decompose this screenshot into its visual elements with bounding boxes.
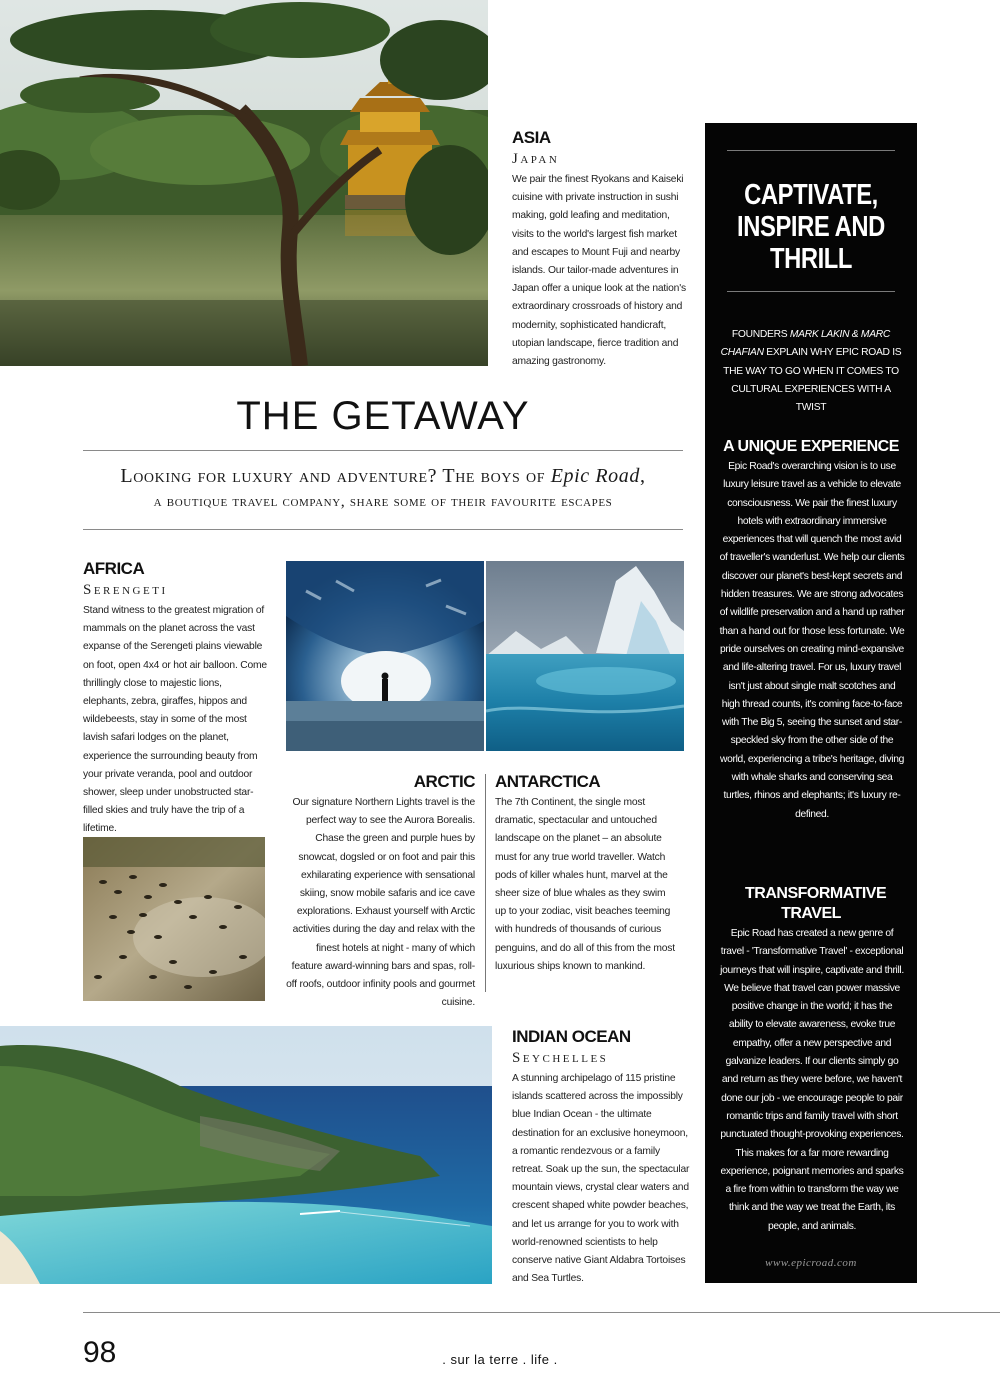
japan-golden-pavilion-photo: [0, 0, 488, 366]
sidebar-section2-text: Epic Road has created a new genre of travel - 'Transformative Travel' - exceptional journeys that will inspire, captivate and thrill. We believe that travel can power massive positive change in the world; it has the ability to elevate awareness, evoke true empathy, offer a new perspective and galvanize leaders. If our clients simply go and return as they were before, we haven't done our job - we encourage people to pair romantic trips and family travel with short punctuated thought-provoking experiences. This makes for a far more rewarding experience, poignant memories and sparks a fire from within to transform the way we think and the way we treat the Earth, its people, and animals.: [720, 928, 904, 1232]
subtitle-line-2: a boutique travel company, share some of their favourite escapes: [153, 493, 613, 510]
arctic-antarctica-divider: [485, 774, 486, 992]
title-rule-top: [83, 450, 683, 451]
antarctica-section: [495, 772, 675, 976]
serengeti-place-label: Serengeti: [83, 582, 168, 598]
asia-section: [512, 128, 690, 371]
sidebar-headline: CAPTIVATE, INSPIRE AND THRILL: [737, 179, 885, 275]
sidebar-section1-text: Epic Road's overarching vision is to use luxury leisure travel as a vehicle to elevate consciousness. We pair the finest luxury hotels with extraordinary immersive experiences that will quench the most avid of traveller's wanderlust. We help our clients discover our planet's best-kept secrets and hidden treasures. We are strong advocates of wildlife preservation and a hand up rather than a hand out for those less fortunate. We pride ourselves on creating mind-expansive and life-altering travel. For us, luxury travel isn't just about single malt scotches and high thread counts, it's coming face-to-face with The Big 5, seeing the sunset and star-speckled sky from the other side of the world, experiencing a tribe's heritage, diving with whale sharks and conserving sea turtles, rhinos and elephants; it's luxury re-defined.: [719, 461, 905, 820]
japan-place-label: Japan: [512, 151, 560, 167]
indian-ocean-section: [512, 1027, 690, 1288]
title-rule-bottom: [83, 529, 683, 530]
antarctica-body-text: The 7th Continent, the single most dramatic, spectacular and untouched landscape on the planet – an absolute must for any true world traveller. Watch pods of killer whales hunt, marvel at the sheer size of blue whales as they swim up to your zodiac, visit beaches teeming with hundreds of thousands of curious penguins, and do all of this from the most luxurious ships known to mankind.: [495, 797, 675, 972]
sidebar-intro: [719, 326, 903, 417]
arctic-section: [286, 772, 475, 1012]
subtitle-text-a: Looking for luxury and adventure? The boys of: [120, 465, 551, 487]
asia-region-label: ASIA: [512, 128, 551, 147]
arctic-body-text: Our signature Northern Lights travel is the perfect way to see the Aurora Borealis. Chase the green and purple hues by snowcat, dogsled or on foot and pair this exhilarating experience with sensational skiing, snow mobile safaris and ice cave explorations. Exhaust yourself with Arctic activities during the day and relax with the finest hotels at night - many of which feature award-winning bars and spas, roll-off roofs, outdoor infinity pools and gourmet cuisine.: [286, 797, 475, 1009]
sidebar-rule-bottom: [727, 291, 895, 292]
seychelles-place-label: Seychelles: [512, 1050, 609, 1066]
africa-body-text: Stand witness to the greatest migration of mammals on the planet across the vast expanse of the Serengeti plains viewable on foot, open 4x4 or hot air balloon. Come thrillingly close to majestic lions, elephants, zebra, giraffes, hippos and wildebeests, stay in some of the most lavish safari lodges on the planet, experience the surrounding beauty from your private veranda, pool and outdoor shower, sleep under unobstructed star-filled skies and truly have the trip of a lifetime.: [83, 605, 267, 835]
subtitle-brand: Epic Road: [550, 465, 640, 487]
epic-road-url: www.epicroad.com: [765, 1257, 857, 1269]
africa-section: [83, 559, 268, 839]
indian-ocean-region-label: INDIAN OCEAN: [512, 1027, 631, 1046]
asia-body-text: We pair the finest Ryokans and Kaiseki cuisine with private instruction in sushi making, gold leafing and meditation, visits to the world's largest fish market and escapes to Mount Fuji and nearby islands. Our tailor-made adventures in Japan offer a unique look at the nation's extraordinary crossroads of history and modernity, sophisticated handicraft, utopian landscape, fierce tradition and amazing gastronomy.: [512, 174, 686, 368]
indian-ocean-body-text: A stunning archipelago of 115 pristine islands scattered across the impossibly blue Indian Ocean - the ultimate destination for an exclusive honeymoon, a romantic rendezvous or a family retreat. Soak up the sun, the spectacular mountain views, crystal clear waters and crescent shaped white powder beaches, and let us arrange for you to work with world-renowned scientists to help conserve native Giant Aldabra Tortoises and Sea Turtles.: [512, 1073, 690, 1285]
magazine-name: . sur la terre . life .: [442, 1352, 558, 1367]
sidebar-intro-text-a: FOUNDERS: [731, 329, 790, 340]
subtitle-text-b: ,: [640, 465, 646, 487]
serengeti-wildebeest-photo: [83, 837, 265, 1001]
sidebar-intro-text-b: EXPLAIN WHY EPIC ROAD IS THE WAY TO GO WHEN IT COMES TO CULTURAL EXPERIENCES WITH A TWIST: [723, 347, 902, 414]
sidebar-founder-names: MARK LAKIN & MARC CHAFIAN: [720, 329, 891, 359]
founders-sidebar: [705, 123, 917, 1283]
sidebar-section2-title: TRANSFORMATIVE TRAVEL: [745, 885, 887, 922]
africa-region-label: AFRICA: [83, 559, 145, 578]
arctic-ice-cave-photo: [286, 561, 484, 751]
seychelles-bay-photo: [0, 1026, 492, 1284]
arctic-region-label: ARCTIC: [413, 772, 475, 791]
antarctica-region-label: ANTARCTICA: [495, 772, 601, 791]
page-number: 98: [83, 1336, 117, 1369]
page-title: THE GETAWAY: [236, 394, 530, 438]
antarctica-iceberg-photo: [486, 561, 684, 751]
sidebar-rule-top: [727, 150, 895, 151]
sidebar-section1-title: A UNIQUE EXPERIENCE: [723, 438, 899, 455]
footer-rule: [83, 1312, 1000, 1313]
subtitle-line-1: [83, 465, 683, 488]
